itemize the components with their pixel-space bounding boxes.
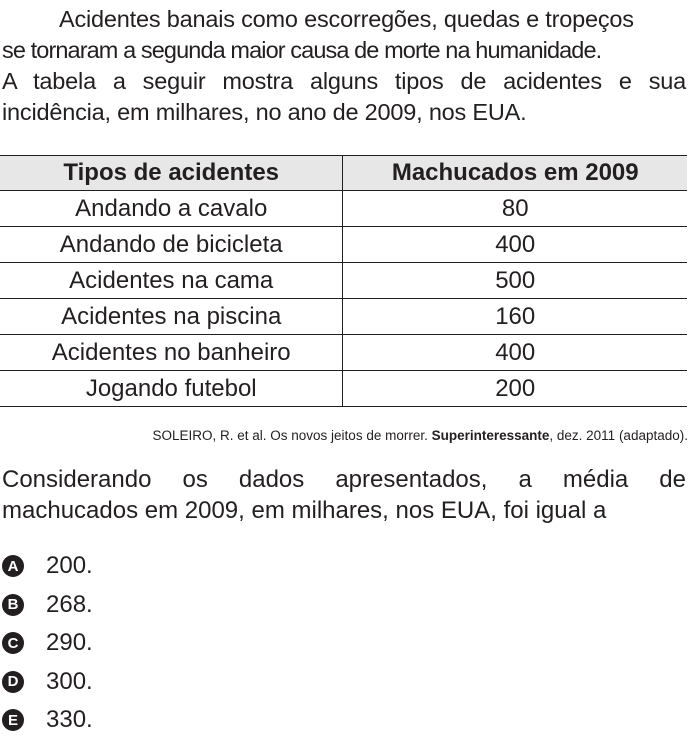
cell-accident-type: Acidentes na piscina [0, 299, 343, 335]
cell-accident-type: Andando a cavalo [0, 191, 343, 227]
option-b-text: 268. [46, 590, 93, 618]
header-accident-type: Tipos de acidentes [0, 156, 343, 191]
option-a-letter-badge: A [2, 555, 24, 577]
option-b[interactable] [2, 586, 93, 625]
answer-options [2, 547, 93, 740]
option-b-letter-badge: B [2, 594, 24, 616]
citation-prefix: SOLEIRO, R. et al. Os novos jeitos de morrer. [152, 428, 432, 443]
cell-accident-type: Acidentes na cama [0, 263, 343, 299]
citation-suffix: , dez. 2011 (adaptado). [549, 428, 688, 443]
cell-accident-type: Acidentes no banheiro [0, 335, 343, 371]
cell-injuries: 160 [343, 299, 687, 335]
cell-injuries: 500 [343, 263, 687, 299]
cell-injuries: 80 [343, 191, 687, 227]
option-a[interactable] [2, 547, 93, 586]
option-c-text: 290. [46, 629, 93, 657]
question-line-1: Considerando os dados apresentados, a média de [2, 466, 686, 493]
intro-line-1: Acidentes banais como escorregões, quedas e tropeços [59, 6, 634, 32]
table-row [0, 371, 687, 407]
cell-accident-type: Andando de bicicleta [0, 227, 343, 263]
option-c[interactable] [2, 624, 93, 663]
option-d-text: 300. [46, 667, 93, 695]
table-row [0, 227, 687, 263]
option-c-letter-badge: C [2, 632, 24, 654]
table-header-row [0, 156, 687, 191]
source-citation [152, 427, 688, 445]
accidents-table [0, 155, 687, 407]
intro-line-3: A tabela a seguir mostra alguns tipos de acidentes e sua incidência, em milhares, no ano de 2009, nos EUA. [2, 68, 686, 125]
header-injuries-2009: Machucados em 2009 [343, 156, 687, 191]
cell-injuries: 400 [343, 227, 687, 263]
intro-paragraph [2, 4, 686, 128]
table-row [0, 263, 687, 299]
intro-line-2: se tornaram a segunda maior causa de morte na humanidade. [2, 37, 602, 63]
option-e-text: 330. [46, 706, 93, 734]
table-row [0, 191, 687, 227]
option-a-text: 200. [46, 552, 93, 580]
cell-injuries: 400 [343, 335, 687, 371]
table-row [0, 299, 687, 335]
table-row [0, 335, 687, 371]
option-e-letter-badge: E [2, 709, 24, 731]
cell-accident-type: Jogando futebol [0, 371, 343, 407]
option-d-letter-badge: D [2, 671, 24, 693]
option-e[interactable] [2, 701, 93, 740]
citation-magazine: Superinteressante [431, 428, 550, 443]
question-line-2: machucados em 2009, em milhares, nos EUA, foi igual a [2, 497, 607, 524]
cell-injuries: 200 [343, 371, 687, 407]
option-d[interactable] [2, 663, 93, 702]
